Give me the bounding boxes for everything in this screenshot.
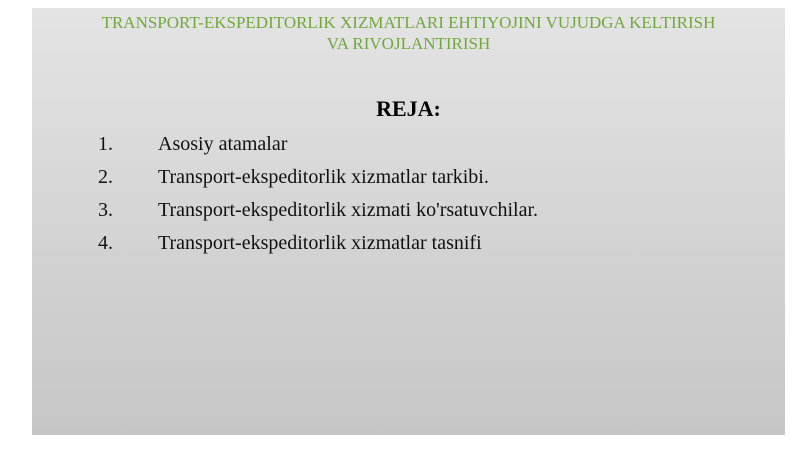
- list-item-number: 4.: [98, 232, 113, 254]
- list-item-text: Transport-ekspeditorlik xizmati ko'rsatuvchilar.: [158, 199, 539, 221]
- list-item: [98, 227, 538, 260]
- list-item-text: Transport-ekspeditorlik xizmatlar tarkibi.: [158, 166, 489, 188]
- list-item-number: 2.: [98, 166, 113, 188]
- plan-list: [98, 128, 538, 260]
- slide: [32, 8, 785, 435]
- list-item-text: Asosiy atamalar: [158, 133, 288, 155]
- list-item: [98, 194, 538, 227]
- slide-title-line2: VA RIVOJLANTIRISH: [326, 34, 491, 53]
- list-item: [98, 128, 538, 161]
- list-item: [98, 161, 538, 194]
- list-item-number: 3.: [98, 199, 113, 221]
- list-item-number: 1.: [98, 133, 113, 155]
- slide-title: [32, 12, 785, 54]
- slide-title-line1: TRANSPORT-EKSPEDITORLIK XIZMATLARI EHTIYOJINI VUJUDGA KELTIRISH: [101, 13, 716, 32]
- list-item-text: Transport-ekspeditorlik xizmatlar tasnifi: [158, 232, 482, 254]
- plan-heading: REJA:: [376, 96, 441, 121]
